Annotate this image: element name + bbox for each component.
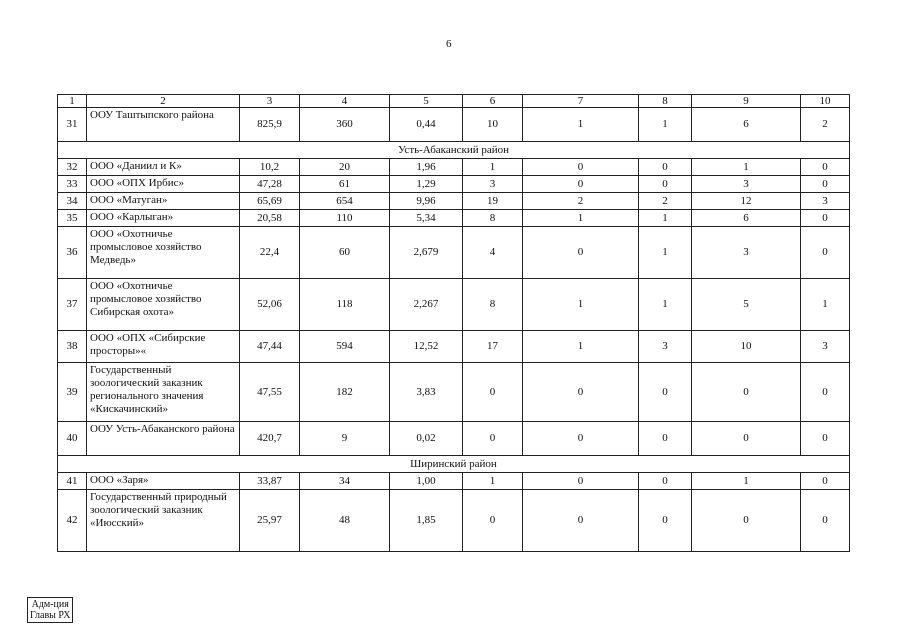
table-row — [58, 490, 850, 552]
table-row — [58, 176, 850, 193]
value-cell: 6 — [692, 108, 801, 142]
value-cell: 5 — [692, 279, 801, 331]
organization-name: ООО «Карлыган» — [87, 210, 240, 227]
value-cell: 33,87 — [240, 473, 300, 490]
organization-name: ООУ Усть-Абаканского района — [87, 422, 240, 456]
value-cell: 1 — [801, 279, 850, 331]
row-number: 33 — [58, 176, 87, 193]
value-cell: 8 — [463, 279, 523, 331]
value-cell: 60 — [300, 227, 390, 279]
organization-name: ООО «Заря» — [87, 473, 240, 490]
value-cell: 0 — [639, 473, 692, 490]
table-row — [58, 108, 850, 142]
stamp — [27, 597, 73, 623]
header-cell: 8 — [639, 95, 692, 108]
value-cell: 3 — [639, 331, 692, 363]
value-cell: 3 — [692, 176, 801, 193]
table-row — [58, 363, 850, 422]
value-cell: 4 — [463, 227, 523, 279]
organization-name: ООО «Матуган» — [87, 193, 240, 210]
value-cell: 47,44 — [240, 331, 300, 363]
value-cell: 3,83 — [390, 363, 463, 422]
row-number: 42 — [58, 490, 87, 552]
organization-name: Государственный зоологический заказник регионального значения «Кискачинский» — [87, 363, 240, 422]
row-number: 31 — [58, 108, 87, 142]
value-cell: 1 — [639, 210, 692, 227]
value-cell: 0 — [523, 227, 639, 279]
table-row — [58, 227, 850, 279]
value-cell: 0 — [801, 363, 850, 422]
value-cell: 8 — [463, 210, 523, 227]
value-cell: 0 — [801, 210, 850, 227]
value-cell: 3 — [463, 176, 523, 193]
organization-name: ООУ Таштыпского района — [87, 108, 240, 142]
value-cell: 65,69 — [240, 193, 300, 210]
header-row — [58, 95, 850, 108]
value-cell: 2,679 — [390, 227, 463, 279]
header-cell: 2 — [87, 95, 240, 108]
value-cell: 0 — [692, 422, 801, 456]
table-row — [58, 473, 850, 490]
organization-name: Государственный природный зоологический заказник «Июсский» — [87, 490, 240, 552]
value-cell: 0 — [801, 176, 850, 193]
section-title: Ширинский район — [58, 456, 850, 473]
value-cell: 0 — [639, 422, 692, 456]
value-cell: 0 — [463, 490, 523, 552]
table-row — [58, 193, 850, 210]
row-number: 35 — [58, 210, 87, 227]
value-cell: 360 — [300, 108, 390, 142]
value-cell: 1 — [692, 473, 801, 490]
value-cell: 1 — [523, 279, 639, 331]
value-cell: 1 — [523, 210, 639, 227]
value-cell: 1 — [639, 227, 692, 279]
value-cell: 3 — [692, 227, 801, 279]
value-cell: 825,9 — [240, 108, 300, 142]
value-cell: 0 — [801, 159, 850, 176]
header-cell: 6 — [463, 95, 523, 108]
value-cell: 1,29 — [390, 176, 463, 193]
value-cell: 1 — [639, 108, 692, 142]
value-cell: 0 — [523, 176, 639, 193]
value-cell: 2 — [639, 193, 692, 210]
value-cell: 0 — [801, 227, 850, 279]
value-cell: 10 — [692, 331, 801, 363]
value-cell: 1 — [523, 331, 639, 363]
stamp-line-1: Адм-ция — [31, 599, 69, 610]
value-cell: 0 — [639, 176, 692, 193]
value-cell: 182 — [300, 363, 390, 422]
table-row — [58, 210, 850, 227]
value-cell: 5,34 — [390, 210, 463, 227]
header-cell: 3 — [240, 95, 300, 108]
value-cell: 0 — [523, 473, 639, 490]
value-cell: 2,267 — [390, 279, 463, 331]
section-row — [58, 456, 850, 473]
value-cell: 20 — [300, 159, 390, 176]
value-cell: 654 — [300, 193, 390, 210]
organization-name: ООО «ОПХ Ирбис» — [87, 176, 240, 193]
organization-name: ООО «Даниил и К» — [87, 159, 240, 176]
table-body — [58, 95, 850, 552]
value-cell: 0,02 — [390, 422, 463, 456]
value-cell: 22,4 — [240, 227, 300, 279]
stamp-line-2: Главы РХ — [30, 610, 71, 621]
value-cell: 594 — [300, 331, 390, 363]
value-cell: 0 — [523, 422, 639, 456]
value-cell: 3 — [801, 193, 850, 210]
value-cell: 110 — [300, 210, 390, 227]
value-cell: 0 — [639, 363, 692, 422]
value-cell: 20,58 — [240, 210, 300, 227]
value-cell: 9,96 — [390, 193, 463, 210]
value-cell: 1 — [692, 159, 801, 176]
row-number: 38 — [58, 331, 87, 363]
data-table — [57, 94, 850, 552]
table-row — [58, 422, 850, 456]
value-cell: 1 — [463, 159, 523, 176]
value-cell: 2 — [801, 108, 850, 142]
value-cell: 10 — [463, 108, 523, 142]
value-cell: 61 — [300, 176, 390, 193]
header-cell: 5 — [390, 95, 463, 108]
header-cell: 7 — [523, 95, 639, 108]
header-cell: 10 — [801, 95, 850, 108]
header-cell: 9 — [692, 95, 801, 108]
header-cell: 1 — [58, 95, 87, 108]
value-cell: 0 — [523, 490, 639, 552]
value-cell: 48 — [300, 490, 390, 552]
value-cell: 1 — [639, 279, 692, 331]
value-cell: 118 — [300, 279, 390, 331]
value-cell: 0 — [463, 363, 523, 422]
value-cell: 1 — [463, 473, 523, 490]
row-number: 41 — [58, 473, 87, 490]
value-cell: 0 — [692, 490, 801, 552]
value-cell: 420,7 — [240, 422, 300, 456]
value-cell: 25,97 — [240, 490, 300, 552]
value-cell: 1 — [523, 108, 639, 142]
value-cell: 12,52 — [390, 331, 463, 363]
row-number: 40 — [58, 422, 87, 456]
value-cell: 47,28 — [240, 176, 300, 193]
section-row — [58, 142, 850, 159]
value-cell: 0,44 — [390, 108, 463, 142]
organization-name: ООО «Охотничье промысловое хозяйство Сибирская охота» — [87, 279, 240, 331]
row-number: 34 — [58, 193, 87, 210]
value-cell: 12 — [692, 193, 801, 210]
value-cell: 9 — [300, 422, 390, 456]
value-cell: 0 — [801, 473, 850, 490]
value-cell: 19 — [463, 193, 523, 210]
value-cell: 1,96 — [390, 159, 463, 176]
value-cell: 34 — [300, 473, 390, 490]
value-cell: 0 — [523, 363, 639, 422]
row-number: 32 — [58, 159, 87, 176]
table-row — [58, 159, 850, 176]
page-number: 6 — [446, 38, 452, 50]
section-title: Усть-Абаканский район — [58, 142, 850, 159]
value-cell: 0 — [639, 159, 692, 176]
value-cell: 1,85 — [390, 490, 463, 552]
row-number: 37 — [58, 279, 87, 331]
table-row — [58, 331, 850, 363]
value-cell: 52,06 — [240, 279, 300, 331]
value-cell: 0 — [463, 422, 523, 456]
value-cell: 0 — [801, 490, 850, 552]
value-cell: 0 — [523, 159, 639, 176]
value-cell: 0 — [639, 490, 692, 552]
value-cell: 47,55 — [240, 363, 300, 422]
value-cell: 3 — [801, 331, 850, 363]
value-cell: 0 — [801, 422, 850, 456]
header-cell: 4 — [300, 95, 390, 108]
value-cell: 2 — [523, 193, 639, 210]
value-cell: 17 — [463, 331, 523, 363]
organization-name: ООО «Охотничье промысловое хозяйство Медведь» — [87, 227, 240, 279]
value-cell: 10,2 — [240, 159, 300, 176]
value-cell: 0 — [692, 363, 801, 422]
table-row — [58, 279, 850, 331]
row-number: 39 — [58, 363, 87, 422]
organization-name: ООО «ОПХ «Сибирские просторы»« — [87, 331, 240, 363]
value-cell: 6 — [692, 210, 801, 227]
row-number: 36 — [58, 227, 87, 279]
value-cell: 1,00 — [390, 473, 463, 490]
